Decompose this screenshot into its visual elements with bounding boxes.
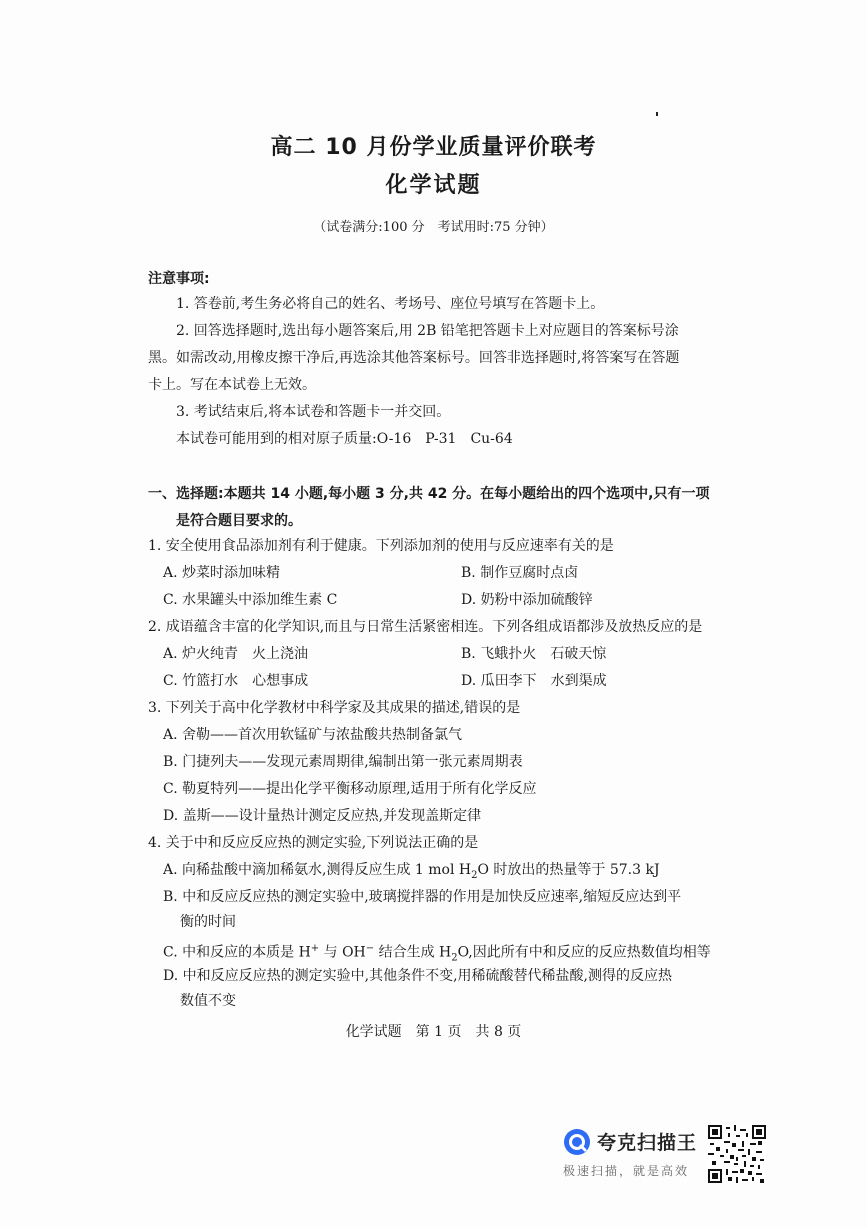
exam-title: 高二 10 月份学业质量评价联考 bbox=[270, 135, 597, 160]
question-2-option-c: C. 竹篮打水 心想事成 bbox=[163, 673, 309, 689]
notice-line-3: 黑。如需改动,用橡皮擦干净后,再选涂其他答案标号。回答非选择题时,将答案写在答题 bbox=[148, 350, 680, 366]
superscript-plus: + bbox=[310, 943, 320, 954]
question-1-option-b: B. 制作豆腐时点卤 bbox=[461, 565, 579, 581]
question-2-option-d: D. 瓜田李下 水到渠成 bbox=[461, 673, 607, 689]
question-4-option-d-line-2: 数值不变 bbox=[180, 993, 236, 1009]
question-3-option-d: D. 盖斯——设计量热计测定反应热,并发现盖斯定律 bbox=[163, 808, 482, 824]
question-1-option-c: C. 水果罐头中添加维生素 C bbox=[163, 592, 338, 608]
subscript-2: 2 bbox=[471, 869, 478, 881]
question-2-option-b: B. 飞蛾扑火 石破天惊 bbox=[461, 646, 607, 662]
question-4-option-c bbox=[163, 940, 711, 967]
notice-line-2: 2. 回答选择题时,选出每小题答案后,用 2B 铅笔把答题卡上对应题目的答案标号涂 bbox=[176, 323, 679, 339]
superscript-minus: − bbox=[365, 943, 375, 954]
question-4-option-b-line-2: 衡的时间 bbox=[180, 914, 236, 930]
scan-speck bbox=[656, 112, 658, 116]
question-4-option-c-text-mid2: 结合生成 H bbox=[374, 944, 452, 961]
watermark-name: 夸克扫描王 bbox=[597, 1132, 698, 1154]
question-2-stem: 2. 成语蕴含丰富的化学知识,而且与日常生活紧密相连。下列各组成语都涉及放热反应的是 bbox=[148, 619, 703, 635]
section-heading-line-1: 一、选择题:本题共 14 小题,每小题 3 分,共 42 分。在每小题给出的四个选项中,只有一项 bbox=[148, 486, 710, 502]
exam-info: （试卷满分:100 分 考试用时:75 分钟） bbox=[313, 220, 554, 235]
question-1-option-a: A. 炒菜时添加味精 bbox=[163, 565, 281, 581]
notice-line-5: 3. 考试结束后,将本试卷和答题卡一并交回。 bbox=[176, 404, 451, 420]
subscript-2: 2 bbox=[451, 952, 458, 964]
atomic-mass-line: 本试卷可能用到的相对原子质量:O-16 P-31 Cu-64 bbox=[176, 431, 513, 447]
exam-subject: 化学试题 bbox=[385, 173, 482, 198]
question-2-option-a: A. 炉火纯青 火上浇油 bbox=[163, 646, 309, 662]
question-4-option-c-text: C. 中和反应的本质是 H bbox=[163, 944, 311, 961]
quark-logo-icon bbox=[563, 1128, 591, 1156]
notice-line-4: 卡上。写在本试卷上无效。 bbox=[148, 377, 316, 393]
question-4-option-a-text-end: O 时放出的热量等于 57.3 kJ bbox=[477, 862, 660, 878]
question-3-option-a: A. 舍勒——首次用软锰矿与浓盐酸共热制备氯气 bbox=[163, 727, 463, 743]
question-4-option-a-text: A. 向稀盐酸中滴加稀氨水,测得反应生成 1 mol H bbox=[163, 862, 472, 878]
question-4-option-c-text-end: O,因此所有中和反应的反应热数值均相等 bbox=[457, 944, 711, 961]
question-4-option-c-text-mid: 与 OH bbox=[319, 944, 366, 961]
question-3-stem: 3. 下列关于高中化学教材中科学家及其成果的描述,错误的是 bbox=[148, 700, 521, 716]
question-3-option-b: B. 门捷列夫——发现元素周期律,编制出第一张元素周期表 bbox=[163, 754, 523, 770]
question-4-option-d-line-1: D. 中和反应反应热的测定实验中,其他条件不变,用稀硫酸替代稀盐酸,测得的反应热 bbox=[163, 968, 672, 984]
page-footer: 化学试题 第 1 页 共 8 页 bbox=[345, 1024, 522, 1040]
section-heading-line-2: 是符合题目要求的。 bbox=[176, 513, 302, 529]
question-4-option-b-line-1: B. 中和反应反应热的测定实验中,玻璃搅拌器的作用是加快反应速率,缩短反应达到平 bbox=[163, 889, 682, 905]
question-3-option-c: C. 勒夏特列——提出化学平衡移动原理,适用于所有化学反应 bbox=[163, 781, 537, 797]
question-1-stem: 1. 安全使用食品添加剂有利于健康。下列添加剂的使用与反应速率有关的是 bbox=[148, 538, 614, 554]
question-1-option-d: D. 奶粉中添加硫酸锌 bbox=[461, 592, 593, 608]
qr-code-icon bbox=[708, 1125, 766, 1183]
question-4-option-a bbox=[163, 861, 660, 885]
question-4-stem: 4. 关于中和反应反应热的测定实验,下列说法正确的是 bbox=[148, 835, 479, 851]
notice-line-1: 1. 答卷前,考生务必将自己的姓名、考场号、座位号填写在答题卡上。 bbox=[176, 296, 605, 312]
notice-heading: 注意事项: bbox=[148, 271, 210, 287]
watermark-slogan: 极速扫描，就是高效 bbox=[563, 1164, 690, 1178]
